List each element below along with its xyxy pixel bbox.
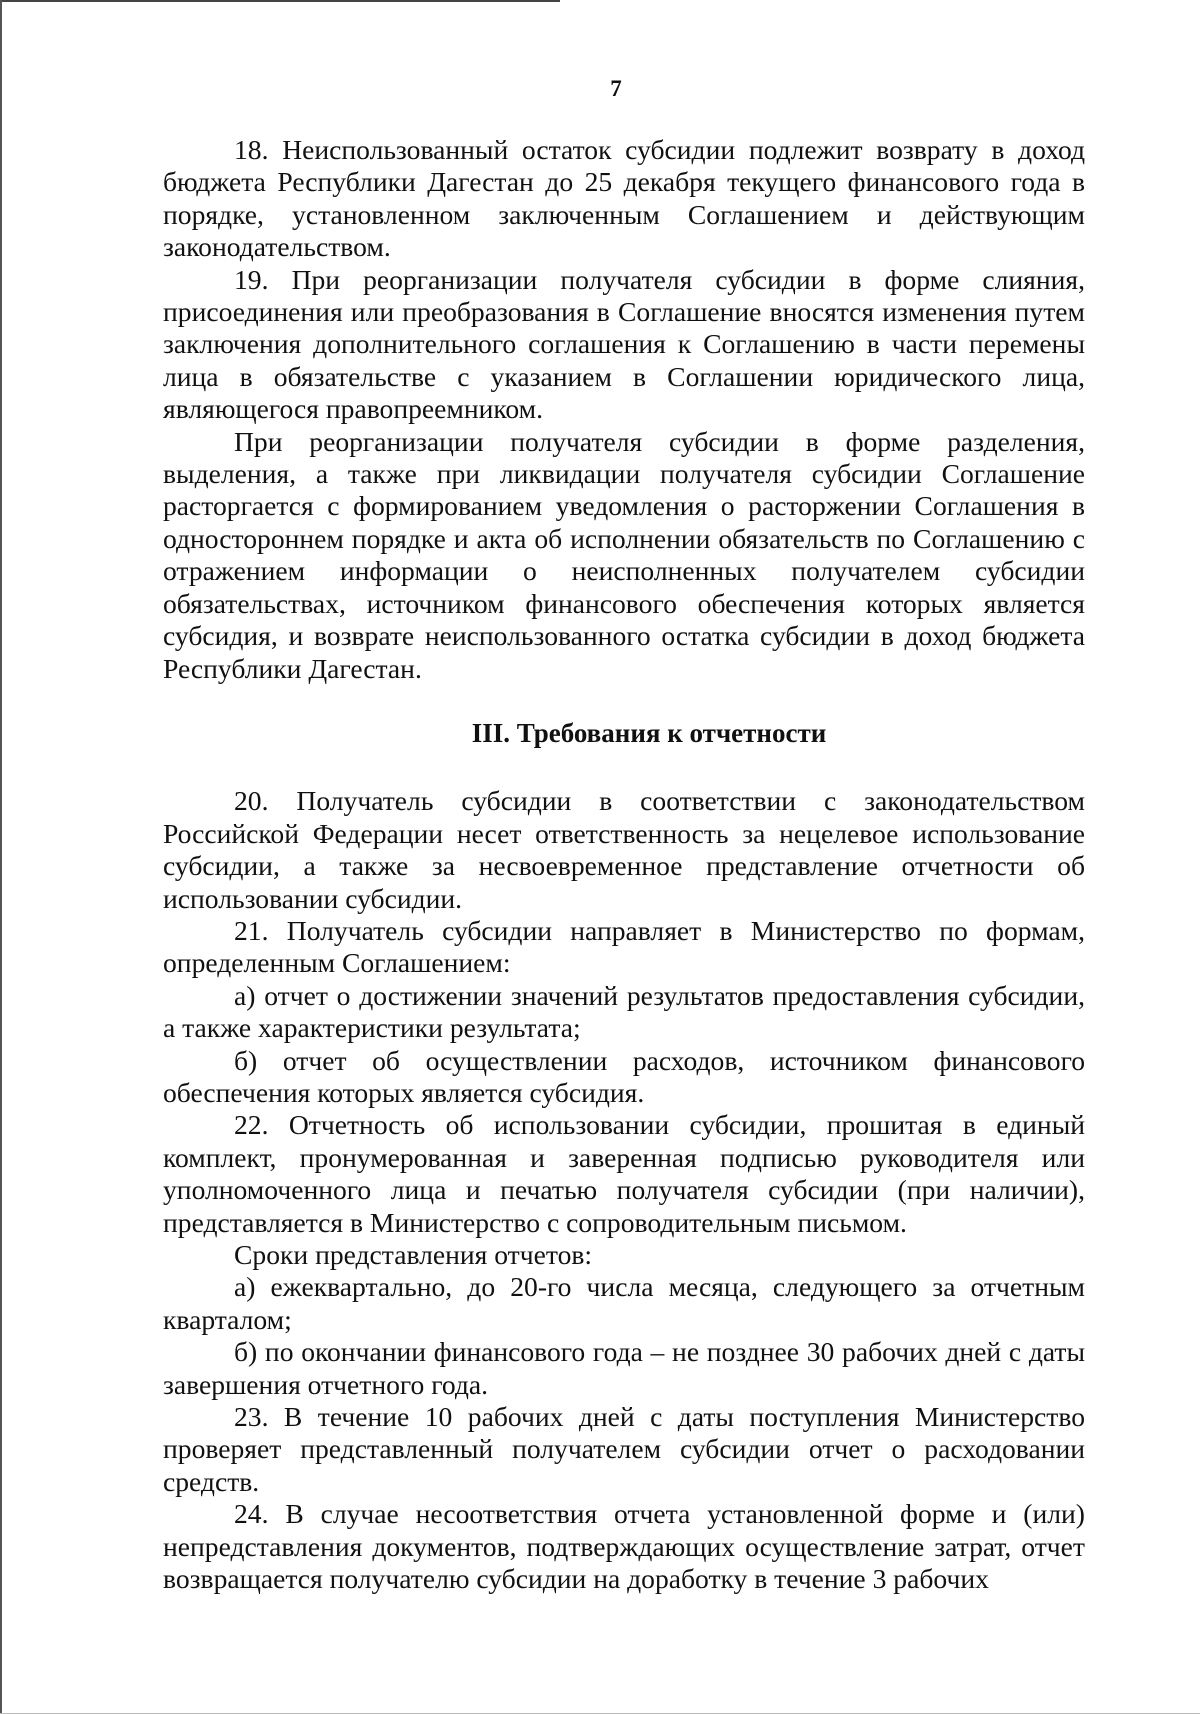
paragraph-23: 23. В течение 10 рабочих дней с даты поступления Министерство проверяет представленный получателем субсидии отчет о расходовании средств. bbox=[163, 1401, 1085, 1497]
paragraph-19: 19. При реорганизации получателя субсидии в форме слияния, присоединения или преобразования в Соглашение вносятся изменения путем заключения дополнительного соглашения к Соглашению в части перемены лица в обязательстве с указанием в Соглашении юридического лица, являющегося правопреемником. bbox=[163, 263, 1085, 425]
paragraph-24: 24. В случае несоответствия отчета установленной форме и (или) непредставления документов, подтверждающих осуществление затрат, отчет возвращается получателю субсидии на доработку в течение 3 рабочих bbox=[163, 1498, 1085, 1595]
paragraph-19-continuation: При реорганизации получателя субсидии в форме разделения, выделения, а также при ликвидации получателя субсидии Соглашение расторгается с формированием уведомления о расторжении Соглашения в одностороннем порядке и акта об исполнении обязательств по Соглашению с отражением информации о неисполненных получателем субсидии обязательствах, источником финансового обеспечения которых является субсидия, и возврате неиспользованного остатка субсидии в доход бюджета Республики Дагестан. bbox=[163, 425, 1085, 684]
paragraph-21-item-b: б) отчет об осуществлении расходов, источником финансового обеспечения которых является субсидия. bbox=[163, 1044, 1085, 1108]
paragraph-22: 22. Отчетность об использовании субсидии, прошитая в единый комплект, пронумерованная и заверенная подписью руководителя или уполномоченного лица и печатью получателя субсидии (при наличии), представляется в Министерство с сопроводительным письмом. bbox=[163, 1109, 1085, 1238]
paragraph-18: 18. Неиспользованный остаток субсидии подлежит возврату в доход бюджета Республики Дагестан до 25 декабря текущего финансового года в порядке, установленном заключенным Соглашением и действующим законодательством. bbox=[163, 134, 1085, 263]
reporting-deadlines-intro: Сроки представления отчетов: bbox=[234, 1239, 593, 1270]
document-body bbox=[163, 134, 1085, 1595]
reporting-deadline-b: б) по окончании финансового года – не позднее 30 рабочих дней с даты завершения отчетного года. bbox=[163, 1336, 1085, 1400]
scan-edge-top bbox=[0, 0, 560, 2]
scan-edge-left bbox=[0, 0, 2, 1714]
paragraph-20: 20. Получатель субсидии в соответствии с законодательством Российской Федерации несет ответственность за нецелевое использование субсидии, а также за несвоевременное представление отчетности об использовании субсидии. bbox=[163, 785, 1085, 914]
section-heading: III. Требования к отчетности bbox=[471, 717, 827, 748]
page-number: 7 bbox=[610, 76, 622, 101]
paragraph-21-item-a: а) отчет о достижении значений результатов предоставления субсидии, а также характеристики результата; bbox=[163, 979, 1085, 1044]
reporting-deadline-a: а) ежеквартально, до 20-го числа месяца, следующего за отчетным кварталом; bbox=[163, 1271, 1085, 1335]
paragraph-21: 21. Получатель субсидии направляет в Министерство по формам, определенным Соглашением: bbox=[163, 914, 1085, 979]
